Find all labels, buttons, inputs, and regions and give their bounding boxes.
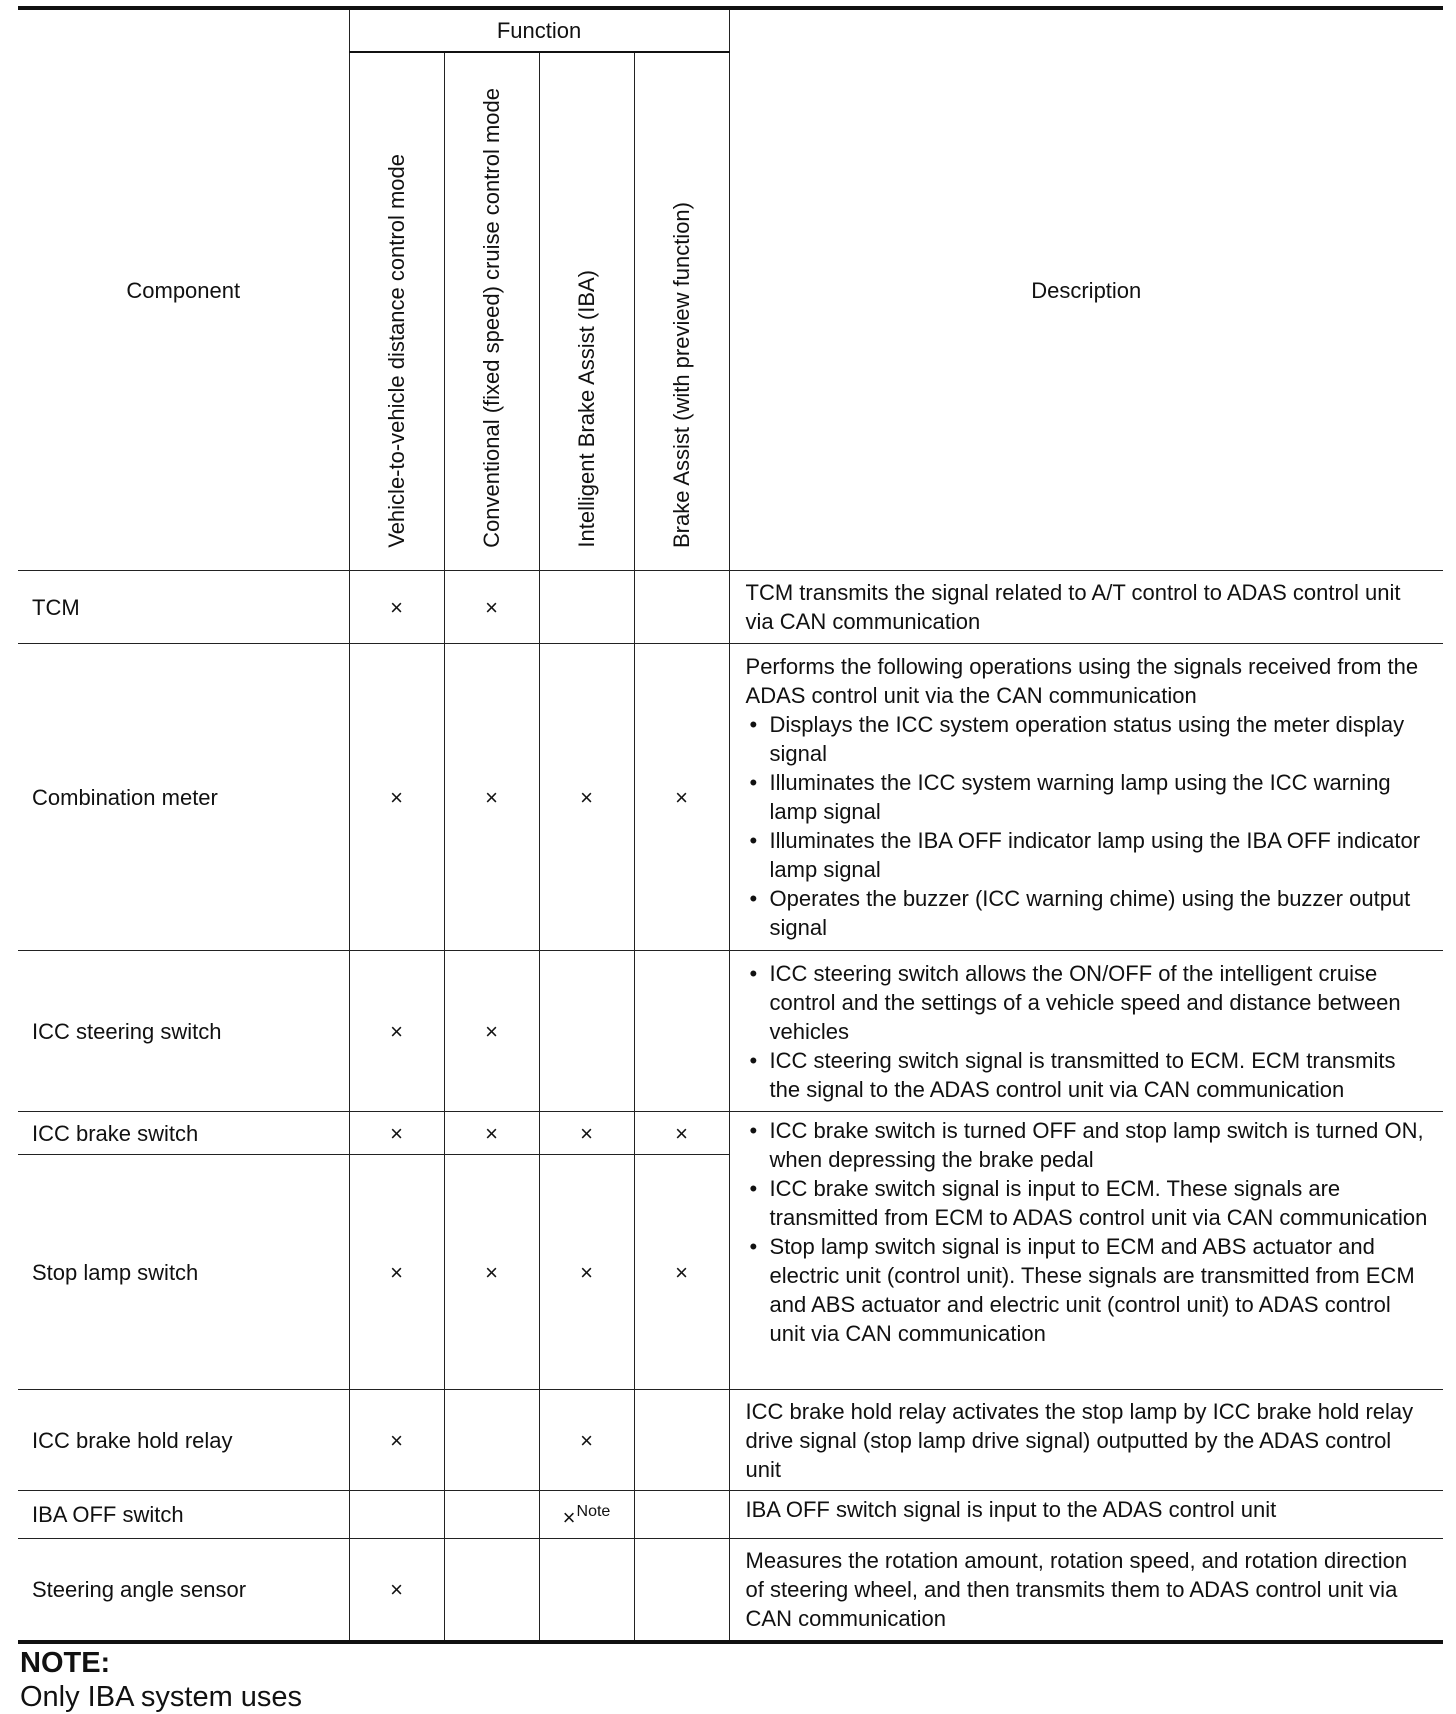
- component-function-table: [18, 6, 1443, 1644]
- table-row: [18, 951, 1443, 1112]
- header-mode-cell: [634, 52, 729, 571]
- description-cell: IBA OFF switch signal is input to the ADAS control unit: [729, 1491, 1443, 1539]
- description-bullet: • ICC brake switch signal is input to ECM. These signals are transmitted from ECM to ADAS control unit via CAN communication: [746, 1174, 1432, 1232]
- description-cell: TCM transmits the signal related to A/T control to ADAS control unit via CAN communication: [729, 571, 1443, 644]
- mark-cell: [444, 1539, 539, 1642]
- component-cell: TCM: [18, 571, 349, 644]
- header-function: Function: [349, 8, 729, 52]
- mark-cell: ×: [349, 1112, 444, 1155]
- mark-cell: [634, 571, 729, 644]
- mark-cell: [634, 1539, 729, 1642]
- description-cell: ICC brake hold relay activates the stop lamp by ICC brake hold relay drive signal (stop lamp drive signal) outputted by the ADAS control unit: [729, 1390, 1443, 1491]
- header-component: Component: [18, 8, 349, 571]
- note-superscript: Note: [576, 1503, 611, 1520]
- table-row: [18, 1491, 1443, 1539]
- description-list: [746, 1116, 1432, 1348]
- description-cell: [729, 644, 1443, 951]
- component-cell: Stop lamp switch: [18, 1155, 349, 1390]
- component-cell: Combination meter: [18, 644, 349, 951]
- component-cell: IBA OFF switch: [18, 1491, 349, 1539]
- mark-cell: ×: [539, 1155, 634, 1390]
- table-row: [18, 571, 1443, 644]
- description-intro: Performs the following operations using the signals received from the ADAS control unit via the CAN communication: [745, 654, 1419, 708]
- note-title: NOTE:: [20, 1647, 111, 1679]
- header-description: Description: [729, 8, 1443, 571]
- header-mode-conventional-cruise: Conventional (fixed speed) cruise control mode: [478, 88, 504, 548]
- component-cell: ICC brake switch: [18, 1112, 349, 1155]
- header-mode-cell: [444, 52, 539, 571]
- component-cell: ICC brake hold relay: [18, 1390, 349, 1491]
- mark-cell: ×: [349, 951, 444, 1112]
- description-cell-shared: [729, 1112, 1443, 1390]
- description-bullet: • Stop lamp switch signal is input to ECM and ABS actuator and electric unit (control unit). These signals are transmitted from ECM and ABS actuator and electric unit (control unit) to ADAS control unit via CAN communication: [746, 1232, 1432, 1348]
- note-section: [20, 1648, 302, 1714]
- table-row: [18, 644, 1443, 951]
- mark-cell: [634, 1491, 729, 1539]
- mark-cell: ×: [349, 1390, 444, 1491]
- header-mode-cell: [539, 52, 634, 571]
- description-list: [746, 959, 1432, 1104]
- mark-cell: ×: [634, 1155, 729, 1390]
- description-bullet: • Displays the ICC system operation status using the meter display signal: [746, 710, 1432, 768]
- mark-cell: ×: [539, 1390, 634, 1491]
- mark-cell: ×: [444, 1155, 539, 1390]
- header-row-function: [18, 8, 1443, 52]
- mark-symbol: ×: [562, 1505, 576, 1530]
- mark-cell: ×: [634, 1112, 729, 1155]
- table-row: [18, 1112, 1443, 1155]
- mark-cell: [539, 1539, 634, 1642]
- description-bullet: • Illuminates the IBA OFF indicator lamp using the IBA OFF indicator lamp signal: [746, 826, 1432, 884]
- description-cell: [729, 951, 1443, 1112]
- description-bullet: • Operates the buzzer (ICC warning chime) using the buzzer output signal: [746, 884, 1432, 942]
- mark-cell: ×: [634, 644, 729, 951]
- header-mode-vehicle-distance: Vehicle-to-vehicle distance control mode: [383, 154, 409, 548]
- mark-cell: ×: [539, 644, 634, 951]
- header-mode-iba: Intelligent Brake Assist (IBA): [573, 270, 599, 548]
- table-row: [18, 1539, 1443, 1642]
- description-bullet: • ICC brake switch is turned OFF and stop lamp switch is turned ON, when depressing the brake pedal: [746, 1116, 1432, 1174]
- mark-cell: ×: [349, 644, 444, 951]
- header-mode-cell: [349, 52, 444, 571]
- description-cell: Measures the rotation amount, rotation speed, and rotation direction of steering wheel, and then transmits them to ADAS control unit via CAN communication: [729, 1539, 1443, 1642]
- description-bullet: • ICC steering switch signal is transmitted to ECM. ECM transmits the signal to the ADAS control unit via CAN communication: [746, 1046, 1432, 1104]
- mark-cell: [634, 951, 729, 1112]
- mark-cell: [539, 571, 634, 644]
- mark-cell: ×: [349, 1539, 444, 1642]
- mark-cell: ×: [539, 1112, 634, 1155]
- mark-cell: [444, 1390, 539, 1491]
- mark-cell: ×: [444, 1112, 539, 1155]
- mark-cell: [349, 1491, 444, 1539]
- mark-cell: [634, 1390, 729, 1491]
- component-cell: Steering angle sensor: [18, 1539, 349, 1642]
- mark-cell: ×: [444, 951, 539, 1112]
- table-row: [18, 1390, 1443, 1491]
- description-bullet: • Illuminates the ICC system warning lamp using the ICC warning lamp signal: [746, 768, 1432, 826]
- header-mode-brake-assist: Brake Assist (with preview function): [668, 201, 694, 548]
- mark-cell: ×: [349, 571, 444, 644]
- mark-cell: [539, 951, 634, 1112]
- mark-cell: ×: [444, 644, 539, 951]
- component-cell: ICC steering switch: [18, 951, 349, 1112]
- note-text: Only IBA system uses: [20, 1681, 303, 1713]
- mark-cell: [444, 1491, 539, 1539]
- description-bullet: • ICC steering switch allows the ON/OFF of the intelligent cruise control and the settings of a vehicle speed and distance between vehicles: [746, 959, 1432, 1046]
- description-list: [746, 710, 1432, 942]
- mark-cell-with-note: [539, 1491, 634, 1539]
- mark-cell: ×: [349, 1155, 444, 1390]
- mark-cell: ×: [444, 571, 539, 644]
